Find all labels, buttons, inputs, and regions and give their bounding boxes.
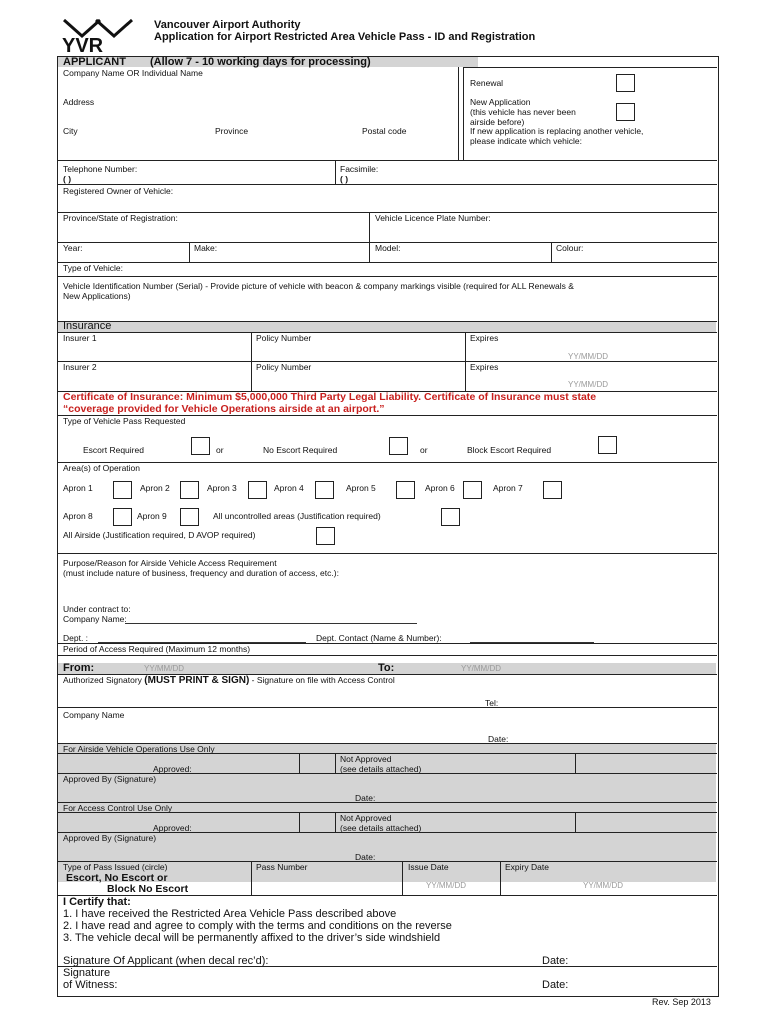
pass-type-options-cont: Block No Escort [107,883,189,895]
witness-signature-label: Signature [63,967,111,979]
access-approved-label: Approved: [153,823,192,833]
apron1-label: Apron 1 [63,483,93,493]
uncontrolled-areas-checkbox[interactable] [441,508,460,526]
ops-not-approved-note: (see details attached) [340,764,422,774]
under-contract-label: Under contract to: [63,604,131,614]
expires2-placeholder: YY/MM/DD [568,380,608,389]
ops-approved-by-label: Approved By (Signature) [63,774,157,784]
apron5-checkbox[interactable] [396,481,415,499]
signatory-company-label: Company Name [63,710,125,720]
company-name-label: Company Name OR Individual Name [63,68,203,78]
applicant-signature-label: Signature Of Applicant (when decal rec’d): [63,955,269,967]
make-label: Make: [194,243,218,253]
apron3-label: Apron 3 [207,483,237,493]
signatory-tel-label: Tel: [485,698,499,708]
insurer2-label: Insurer 2 [63,362,97,372]
all-airside-label: All Airside (Justification required, D AVOP required) [63,530,256,540]
apron8-label: Apron 8 [63,511,93,521]
new-application-checkbox[interactable] [616,103,635,121]
issue-date-label: Issue Date [408,862,449,872]
yvr-logo [60,16,146,54]
telephone-label: Telephone Number: [63,164,138,174]
apron9-label: Apron 9 [137,511,167,521]
new-application-note: (this vehicle has never been [470,107,576,117]
registered-owner-label: Registered Owner of Vehicle: [63,186,174,196]
city-label: City [63,126,78,136]
apron7-label: Apron 7 [493,483,523,493]
purpose-note: (must include nature of business, frequency and duration of access, etc.): [63,568,339,578]
new-application-note: airside before) [470,117,525,127]
vehicle-type-label: Type of Vehicle: [63,263,124,273]
policy-number-label: Policy Number [256,333,312,343]
apron3-checkbox[interactable] [248,481,267,499]
apron7-checkbox[interactable] [543,481,562,499]
or-label: or [420,445,428,455]
apron8-checkbox[interactable] [113,508,132,526]
certify-item-2: 2. I have read and agree to comply with the terms and conditions on the reverse [63,920,452,932]
witness-signature-label-cont: of Witness: [63,979,118,991]
apron6-label: Apron 6 [425,483,455,493]
revision-label: Rev. Sep 2013 [652,997,711,1007]
contract-company-label: Company Name: [63,614,127,624]
new-application-label: New Application [470,97,531,107]
period-label: Period of Access Required (Maximum 12 months) [63,644,251,654]
org-name: Vancouver Airport Authority [154,19,301,31]
postal-code-label: Postal code [362,126,407,136]
apron2-checkbox[interactable] [180,481,199,499]
no-escort-required-label: No Escort Required [263,445,338,455]
apron2-label: Apron 2 [140,483,170,493]
or-label: or [216,445,224,455]
apron4-label: Apron 4 [274,483,304,493]
province-state-label: Province/State of Registration: [63,213,178,223]
insurer1-label: Insurer 1 [63,333,97,343]
purpose-label: Purpose/Reason for Airside Vehicle Access Requirement [63,558,277,568]
apron9-checkbox[interactable] [180,508,199,526]
ops-heading: For Airside Vehicle Operations Use Only [63,744,215,754]
type-issued-label: Type of Pass Issued (circle) [63,862,168,872]
model-label: Model: [375,243,401,253]
colour-label: Colour: [556,243,584,253]
address-label: Address [63,97,95,107]
province-label: Province [215,126,249,136]
vin-label: Vehicle Identification Number (Serial) - Provide picture of vehicle with beacon & company markings visible (required for ALL Renewals & [63,281,574,291]
areas-label: Area(s) of Operation [63,463,141,473]
to-label: To: [378,662,395,674]
access-date-label: Date: [355,852,376,862]
insurance-requirement: Certificate of Insurance: Minimum $5,000,000 Third Party Legal Liability. Certificate of Insurance must state [63,391,597,403]
apron6-checkbox[interactable] [463,481,482,499]
year-label: Year: [63,243,83,253]
certify-item-1: 1. I have received the Restricted Area Vehicle Pass described above [63,908,397,920]
expires-label: Expires [470,362,499,372]
renewal-label: Renewal [470,78,504,88]
ops-not-approved-label: Not Approved [340,754,392,764]
vin-label-cont: New Applications) [63,291,131,301]
authorized-signatory-label: Authorized Signatory (MUST PRINT & SIGN) - Signature on file with Access Control [63,675,395,686]
certify-heading: I Certify that: [63,896,131,908]
ops-approved-label: Approved: [153,764,192,774]
ops-date-label: Date: [355,793,376,803]
pass-type-label: Type of Vehicle Pass Requested [63,416,186,426]
insurance-requirement-cont: “coverage provided for Vehicle Operations airside at an airport.” [63,403,385,415]
applicant-date-label: Date: [542,955,569,967]
apron4-checkbox[interactable] [315,481,334,499]
dept-contact-label: Dept. Contact (Name & Number): [316,633,442,643]
access-heading: For Access Control Use Only [63,803,173,813]
apron1-checkbox[interactable] [113,481,132,499]
insurance-heading: Insurance [63,320,112,332]
telephone-paren: ( ) [63,174,72,184]
plate-number-label: Vehicle Licence Plate Number: [375,213,491,223]
svg-text:YVR: YVR [62,35,104,54]
form-title: Application for Airport Restricted Area Vehicle Pass - ID and Registration [154,31,536,43]
facsimile-label: Facsimile: [340,164,379,174]
renewal-checkbox[interactable] [616,74,635,92]
processing-note: (Allow 7 - 10 working days for processing) [150,56,371,68]
witness-date-label: Date: [542,979,569,991]
policy-number-label: Policy Number [256,362,312,372]
uncontrolled-areas-label: All uncontrolled areas (Justification required) [213,511,381,521]
issue-date-placeholder: YY/MM/DD [426,881,466,890]
access-approved-by-label: Approved By (Signature) [63,833,157,843]
access-not-approved-label: Not Approved [340,813,392,823]
escort-required-checkbox[interactable] [191,437,210,455]
apron5-label: Apron 5 [346,483,376,493]
no-escort-required-checkbox[interactable] [389,437,408,455]
pass-number-label: Pass Number [256,862,308,872]
replacing-vehicle-label: If new application is replacing another vehicle, [470,126,644,136]
block-escort-checkbox[interactable] [598,436,617,454]
certify-item-3: 3. The vehicle decal will be permanently affixed to the driver’s side windshield [63,932,441,944]
applicant-heading: APPLICANT [63,56,126,68]
facsimile-paren: ( ) [340,174,349,184]
expires-label: Expires [470,333,499,343]
expires1-placeholder: YY/MM/DD [568,352,608,361]
access-not-approved-note: (see details attached) [340,823,422,833]
escort-required-label: Escort Required [83,445,144,455]
all-airside-checkbox[interactable] [316,527,335,545]
block-escort-label: Block Escort Required [467,445,552,455]
from-label: From: [63,662,95,674]
dept-label: Dept. : [63,633,89,643]
pass-type-options: Escort, No Escort or [66,872,168,884]
expiry-date-label: Expiry Date [505,862,549,872]
from-date-input[interactable]: YY/MM/DD [144,664,184,673]
replacing-vehicle-label: please indicate which vehicle: [470,136,582,146]
expiry-date-placeholder: YY/MM/DD [583,881,623,890]
to-date-input[interactable]: YY/MM/DD [461,664,501,673]
signatory-date-label: Date: [488,734,509,744]
